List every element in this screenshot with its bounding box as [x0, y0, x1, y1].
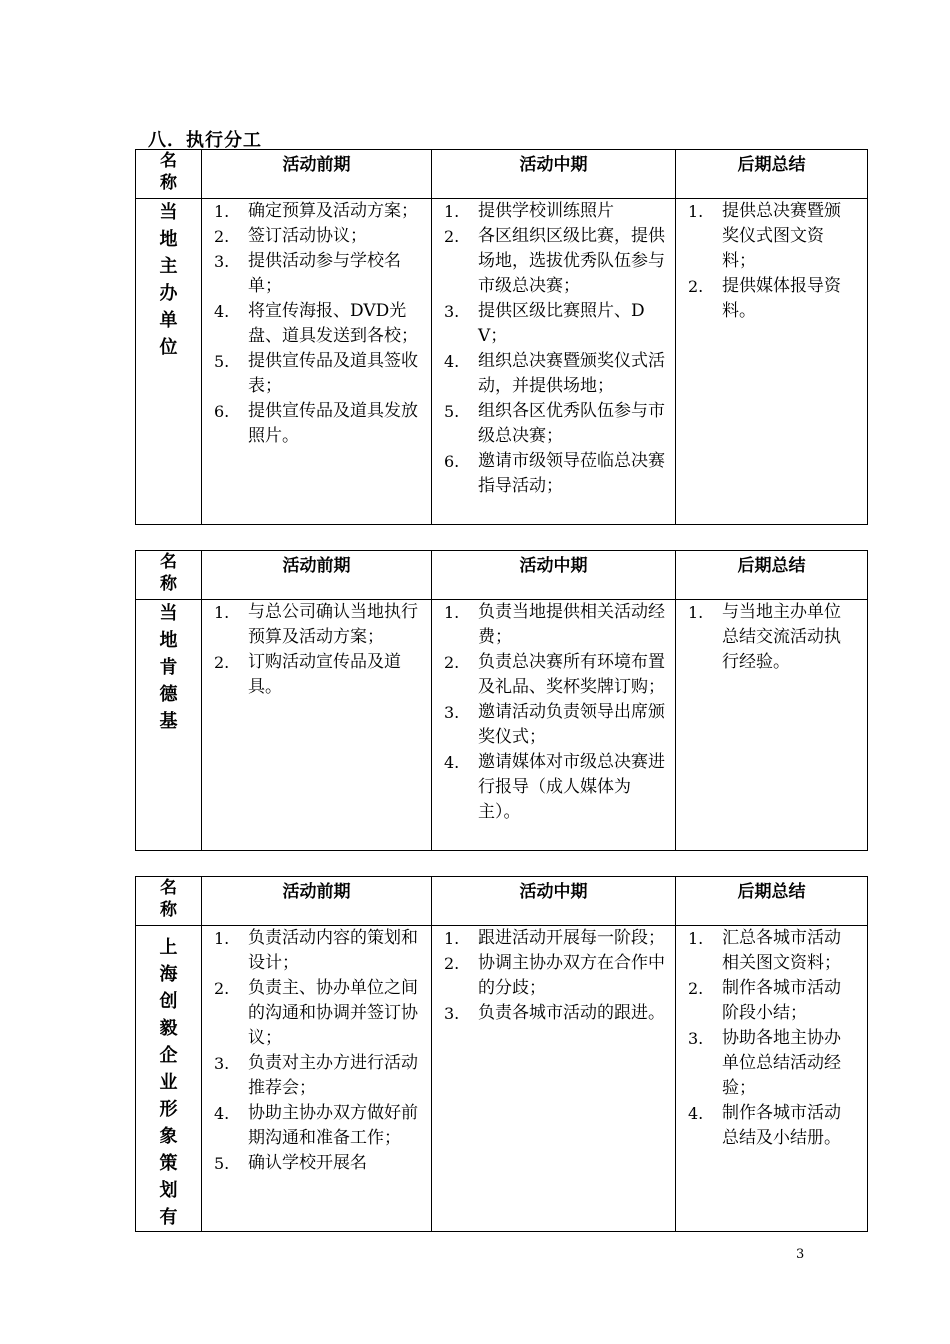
header-post: 后期总结 — [676, 877, 868, 926]
header-name-line1: 名 — [160, 151, 177, 171]
list-item-number: 4. — [444, 753, 460, 772]
list-item-number: 1. — [214, 202, 230, 221]
list-item-text: 负责对主办方进行活动推荐会； — [248, 1053, 418, 1098]
list-item-text: 协调主协办双方在合作中的分歧； — [478, 953, 665, 998]
list-item — [444, 700, 665, 750]
list-item-number: 5. — [214, 352, 230, 371]
header-name-line1: 名 — [160, 552, 177, 572]
party-name: 当地主办单位 — [159, 202, 178, 358]
mid-cell — [432, 199, 676, 525]
party-name: 当地肯德基 — [159, 603, 178, 732]
list-item — [688, 1026, 857, 1101]
list-item — [444, 399, 665, 449]
list-item — [214, 249, 421, 299]
list-item-number: 1. — [214, 603, 230, 622]
list-item-text: 协助主协办双方做好前期沟通和准备工作； — [248, 1103, 418, 1148]
mid-cell — [432, 926, 676, 1232]
party-name-cell — [136, 926, 202, 1232]
list-item-text: 提供宣传品及道具签收表； — [248, 351, 418, 396]
mid-list — [432, 199, 675, 499]
list-item-text: 负责各城市活动的跟进。 — [478, 1003, 665, 1023]
list-item — [688, 976, 857, 1026]
header-name-line2: 称 — [160, 574, 177, 594]
list-item — [214, 349, 421, 399]
party-name-cell — [136, 600, 202, 851]
list-item — [688, 926, 857, 976]
table-header-row — [136, 877, 868, 926]
list-item-text: 制作各城市活动总结及小结册。 — [722, 1103, 841, 1148]
list-item-number: 1. — [444, 929, 460, 948]
list-item-number: 2. — [214, 227, 230, 246]
division-table-local-organizer — [135, 149, 868, 525]
list-item-number: 1. — [444, 603, 460, 622]
list-item — [688, 600, 857, 675]
post-list — [676, 600, 867, 675]
list-item-text: 提供总决赛暨颁奖仪式图文资料； — [722, 201, 841, 271]
page-number: 3 — [796, 1247, 805, 1262]
list-item-number: 2. — [688, 979, 704, 998]
list-item-text: 协助各地主协办单位总结活动经验； — [722, 1028, 841, 1098]
party-name-cell — [136, 199, 202, 525]
list-item-text: 提供活动参与学校名单； — [248, 251, 401, 296]
post-list — [676, 199, 867, 324]
pre-cell — [202, 600, 432, 851]
list-item — [214, 399, 421, 449]
list-item-text: 与总公司确认当地执行预算及活动方案； — [248, 602, 418, 647]
mid-list — [432, 926, 675, 1026]
party-name: 上海创毅企业形象策划有 — [159, 937, 178, 1228]
header-post: 后期总结 — [676, 551, 868, 600]
list-item-number: 3. — [444, 703, 460, 722]
list-item — [444, 1001, 665, 1026]
list-item-number: 3. — [214, 252, 230, 271]
list-item-number: 5. — [444, 402, 460, 421]
header-mid: 活动中期 — [432, 150, 676, 199]
list-item — [444, 650, 665, 700]
list-item-text: 提供宣传品及道具发放照片。 — [248, 401, 418, 446]
list-item-text: 各区组织区级比赛，提供场地，选拔优秀队伍参与市级总决赛； — [478, 226, 665, 296]
division-table-local-kfc — [135, 550, 868, 851]
post-cell — [676, 600, 868, 851]
table-body-row — [136, 600, 868, 851]
list-item-text: 邀请活动负责领导出席颁奖仪式； — [478, 702, 665, 747]
pre-list — [202, 199, 431, 449]
list-item-text: 订购活动宣传品及道具。 — [248, 652, 401, 697]
table-body-row — [136, 926, 868, 1232]
list-item-number: 2. — [214, 653, 230, 672]
list-item-text: 确认学校开展名 — [248, 1153, 367, 1173]
list-item-number: 1. — [688, 202, 704, 221]
list-item-number: 1. — [444, 202, 460, 221]
post-cell — [676, 199, 868, 525]
list-item-text: 提供区级比赛照片、DV； — [478, 301, 645, 346]
list-item-text: 负责总决赛所有环境布置及礼品、奖杯奖牌订购； — [478, 652, 665, 697]
list-item — [214, 199, 421, 224]
pre-cell — [202, 926, 432, 1232]
list-item-number: 1. — [688, 929, 704, 948]
list-item-number: 6. — [214, 402, 230, 421]
mid-list — [432, 600, 675, 825]
post-list — [676, 926, 867, 1151]
list-item-number: 4. — [688, 1104, 704, 1123]
header-name — [136, 877, 202, 926]
list-item-number: 2. — [444, 653, 460, 672]
list-item — [444, 750, 665, 825]
list-item-number: 4. — [444, 352, 460, 371]
list-item — [688, 199, 857, 274]
table-body-row — [136, 199, 868, 525]
list-item — [214, 224, 421, 249]
table-header-row — [136, 551, 868, 600]
list-item-number: 2. — [444, 954, 460, 973]
header-pre: 活动前期 — [202, 551, 432, 600]
pre-list — [202, 600, 431, 700]
list-item-text: 制作各城市活动阶段小结； — [722, 978, 841, 1023]
list-item — [444, 951, 665, 1001]
list-item-number: 6. — [444, 452, 460, 471]
section-title: 八．执行分工 — [148, 130, 262, 151]
list-item-number: 4. — [214, 302, 230, 321]
list-item — [444, 299, 665, 349]
list-item-text: 将宣传海报、DVD光盘、道具发送到各校； — [248, 301, 418, 346]
list-item — [444, 199, 665, 224]
list-item-number: 3. — [214, 1054, 230, 1073]
list-item-text: 负责主、协办单位之间的沟通和协调并签订协议； — [248, 978, 418, 1048]
list-item-text: 提供学校训练照片 — [478, 201, 614, 221]
list-item — [444, 224, 665, 299]
list-item — [688, 274, 857, 324]
list-item-text: 签订活动协议； — [248, 226, 367, 246]
list-item-number: 3. — [444, 302, 460, 321]
list-item — [214, 976, 421, 1051]
list-item — [214, 1151, 421, 1176]
header-name-line2: 称 — [160, 173, 177, 193]
post-cell — [676, 926, 868, 1232]
division-table-agency — [135, 876, 868, 1232]
list-item-text: 确定预算及活动方案； — [248, 201, 418, 221]
list-item-number: 5. — [214, 1154, 230, 1173]
list-item — [444, 449, 665, 499]
pre-list — [202, 926, 431, 1176]
mid-cell — [432, 600, 676, 851]
header-name — [136, 150, 202, 199]
list-item-text: 提供媒体报导资料。 — [722, 276, 841, 321]
list-item — [444, 349, 665, 399]
header-post: 后期总结 — [676, 150, 868, 199]
list-item-number: 2. — [214, 979, 230, 998]
list-item-text: 负责活动内容的策划和设计； — [248, 928, 418, 973]
list-item-number: 1. — [214, 929, 230, 948]
list-item — [688, 1101, 857, 1151]
list-item — [444, 600, 665, 650]
header-name — [136, 551, 202, 600]
list-item-text: 邀请市级领导莅临总决赛指导活动； — [478, 451, 665, 496]
list-item — [214, 600, 421, 650]
table-header-row — [136, 150, 868, 199]
list-item — [214, 1051, 421, 1101]
list-item-number: 3. — [444, 1004, 460, 1023]
header-name-line2: 称 — [160, 900, 177, 920]
list-item-number: 4. — [214, 1104, 230, 1123]
header-pre: 活动前期 — [202, 150, 432, 199]
pre-cell — [202, 199, 432, 525]
header-pre: 活动前期 — [202, 877, 432, 926]
list-item — [214, 926, 421, 976]
list-item — [444, 926, 665, 951]
list-item-text: 邀请媒体对市级总决赛进行报导（成人媒体为主）。 — [478, 752, 665, 822]
list-item-text: 负责当地提供相关活动经费； — [478, 602, 665, 647]
header-mid: 活动中期 — [432, 877, 676, 926]
list-item-text: 跟进活动开展每一阶段； — [478, 928, 665, 948]
list-item-text: 汇总各城市活动相关图文资料； — [722, 928, 841, 973]
list-item-number: 2. — [688, 277, 704, 296]
list-item — [214, 650, 421, 700]
list-item-number: 2. — [444, 227, 460, 246]
list-item-text: 组织各区优秀队伍参与市级总决赛； — [478, 401, 665, 446]
header-mid: 活动中期 — [432, 551, 676, 600]
list-item — [214, 299, 421, 349]
list-item-text: 组织总决赛暨颁奖仪式活动，并提供场地； — [478, 351, 665, 396]
list-item-number: 1. — [688, 603, 704, 622]
list-item-text: 与当地主办单位总结交流活动执行经验。 — [722, 602, 841, 672]
list-item-number: 3. — [688, 1029, 704, 1048]
header-name-line1: 名 — [160, 878, 177, 898]
list-item — [214, 1101, 421, 1151]
